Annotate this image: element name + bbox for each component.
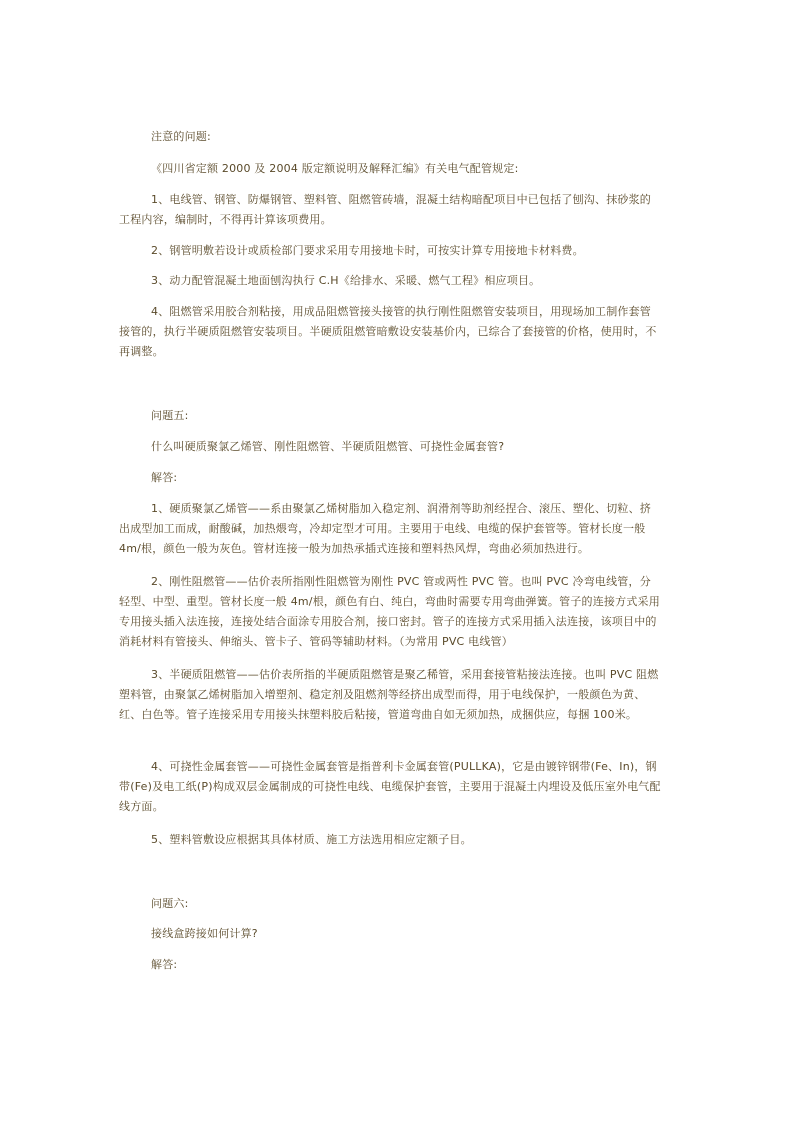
q5-heading: 问题五: <box>151 409 189 422</box>
notes-item-4: 4、阻燃管采用胶合剂粘接，用成品阻燃管接头接管的执行刚性阻燃管安装项目，用现场加工制作套管接管的，执行半硬质阻燃管安装项目。半硬质阻燃管暗敷设安装基价内，已综合了套接管的价格，使用时，不再调整。 <box>119 305 657 358</box>
q6-question: 接线盒跨接如何计算? <box>151 927 258 940</box>
q5-item-3: 3、半硬质阻燃管——估价表所指的半硬质阻燃管是聚乙稀管，采用套接管粘接法连接。也叫 PVC 阻燃塑料管，由聚氯乙烯树脂加入增塑剂、稳定剂及阻燃剂等经挤出成型而得，用于电线保护，一般颜色为黄、红、白色等。管子连接采用专用接头抹塑料胶后粘接，管道弯曲自如无须加热，成捆供应，每捆 100米。 <box>119 668 659 721</box>
q6-answer-label: 解答: <box>151 958 178 971</box>
notes-item-2: 2、钢管明敷若设计或质检部门要求采用专用接地卡时，可按实计算专用接地卡材料费。 <box>151 244 584 257</box>
q5-item-2: 2、刚性阻燃管——估价表所指刚性阻燃管为刚性 PVC 管或两性 PVC 管。也叫 PVC 冷弯电线管，分轻型、中型、重型。管材长度一般 4m/根，颜色有白、纯白，弯曲时需要专用弯曲弹簧。管子的连接方式采用专用接头插入法连接，连接处结合面涂专用胶合剂，接口密封。管子的连接方式采用插入法连接，该项目中的消耗材料有管接头、伸缩头、管卡子、管码等辅助材料。（为常用 PVC 电线管） <box>119 575 660 648</box>
notes-item-1: 1、电线管、钢管、防爆钢管、塑料管、阻燃管砖墙，混凝土结构暗配项目中已包括了刨沟、抹砂浆的工程内容，编制时，不得再计算该项费用。 <box>119 193 651 226</box>
q5-item-4: 4、可挠性金属套管——可挠性金属套管是指普利卡金属套管(PULLKA)，它是由镀锌钢带(Fe、In)，钢带(Fe)及电工纸(P)构成双层金属制成的可挠性电线、电缆保护套管，主要用于混凝土内埋设及低压室外电气配线方面。 <box>119 760 661 813</box>
q5-item-5: 5、塑料管敷设应根据其具体材质、施工方法选用相应定额子目。 <box>151 833 472 846</box>
q5-item-1: 1、硬质聚氯乙烯管——系由聚氯乙烯树脂加入稳定剂、润滑剂等助剂经捏合、滚压、塑化、切粒、挤出成型加工而成，耐酸碱，加热煨弯，冷却定型才可用。主要用于电线、电缆的保护套管等。管材长度一般 4m/根，颜色一般为灰色。管材连接一般为加热承插式连接和塑料热风焊，弯曲必须加热进行。 <box>119 502 651 555</box>
notes-item-3: 3、动力配管混凝土地面刨沟执行 C.H《给排水、采暖、燃气工程》相应项目。 <box>151 274 541 287</box>
notes-heading: 注意的问题: <box>151 130 211 143</box>
q6-heading: 问题六: <box>151 897 189 910</box>
q5-answer-label: 解答: <box>151 471 178 484</box>
q5-question: 什么叫硬质聚氯乙烯管、刚性阻燃管、半硬质阻燃管、可挠性金属套管? <box>151 440 505 453</box>
notes-intro: 《四川省定额 2000 及 2004 版定额说明及解释汇编》有关电气配管规定: <box>151 162 519 175</box>
